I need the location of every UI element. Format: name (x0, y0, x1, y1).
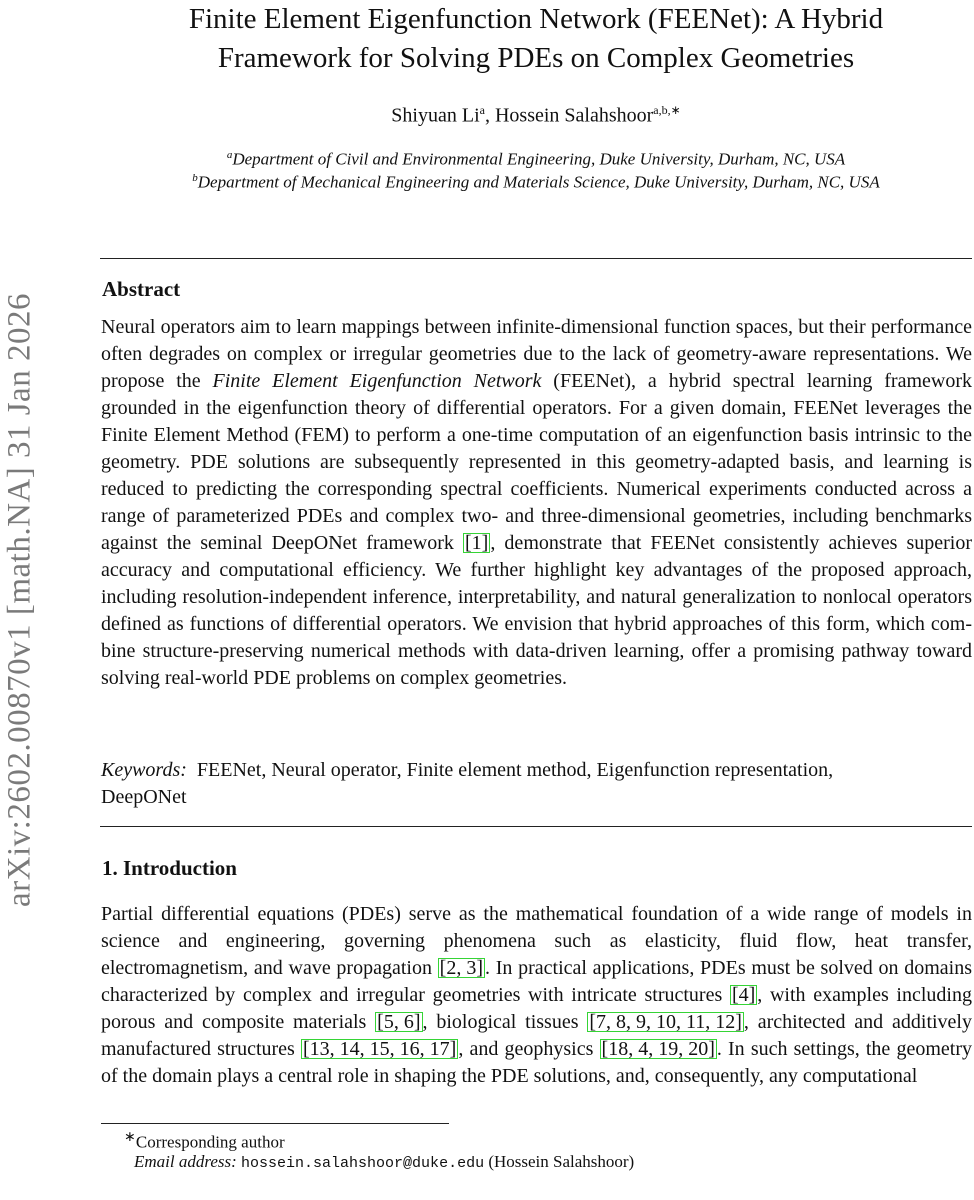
keywords-block (101, 757, 861, 811)
intro-text-4: , biological tissues (422, 1011, 588, 1033)
intro-text-7: . In such settings, the geometry of the domain plays a central role in shaping the PDE solutions, and, consequently, any computational (101, 1038, 972, 1087)
author-2: Hossein Salahshoor (494, 104, 654, 127)
intro-text-3: , with examples including porous and composite materials (101, 984, 972, 1033)
citation-link[interactable]: [13, 14, 15, 16, 17] (303, 1038, 457, 1060)
email-label: Email address: (134, 1152, 237, 1171)
author-2-affil: a,b,∗ (653, 103, 681, 117)
arxiv-sidebar (0, 0, 40, 1200)
introduction-paragraph (101, 901, 972, 1090)
email-owner: (Hossein Salahshoor) (488, 1152, 635, 1171)
affiliation-b (100, 172, 972, 193)
affiliation-b-text: Department of Mechanical Engineering and Materials Science, Duke University, Durham, NC, USA (197, 172, 880, 192)
title-line-2: Framework for Solving PDEs on Complex Geometries (217, 42, 855, 74)
keywords-label: Keywords: (101, 759, 187, 781)
intro-text-2: . In practical applications, PDEs must be solved on domains characterized by complex and irregular geometries with intricate structures (101, 957, 972, 1006)
footnote-rule (101, 1123, 449, 1124)
footnote-mark: ∗ (124, 1129, 136, 1145)
footnote-corresponding (124, 1129, 285, 1153)
abstract-heading: Abstract (102, 277, 181, 301)
citation-link[interactable]: [2, 3] (439, 957, 483, 979)
citation-link[interactable]: [4] (731, 984, 756, 1006)
footnote-corresponding-text: Corresponding author (135, 1132, 285, 1152)
affiliation-b-mark: b (192, 172, 198, 184)
arxiv-identifier: arXiv:2602.00870v1 [math.NA] 31 Jan 2026 (1, 293, 38, 907)
author-separator: , (484, 104, 495, 127)
abstract-top-rule (100, 258, 972, 259)
citation-link[interactable]: [7, 8, 9, 10, 11, 12] (589, 1011, 742, 1033)
paper-title (100, 0, 972, 78)
author-list (100, 103, 972, 128)
abstract-emphasis: Finite Element Eigenfunction Network (212, 370, 542, 392)
title-line-1: Finite Element Eigenfunction Network (FEENet): A Hybrid (188, 3, 884, 35)
author-1-affil: a (479, 103, 485, 117)
affiliation-a (100, 149, 972, 170)
footnote-email (134, 1152, 634, 1172)
affiliation-a-mark: a (226, 149, 233, 161)
intro-text-5: , architected and additively manufactured structures (101, 1011, 972, 1060)
abstract-text-3: , demonstrate that FEENet consistently achieves superior accuracy and computational efficiency. We further highlight key advantages of the proposed approach, including resolution-independent inference, interpretability, and natural generalization to nonlocal operators defined as functions of differential operators. We envision that hybrid approaches of this form, which combine structure-preserving numerical methods with data-driven learning, offer a promising pathway toward solving real-world PDE problems on complex geometries. (101, 532, 972, 689)
abstract-text-2: (FEENet), a hybrid spectral learning framework grounded in the eigenfunction theory of differential operators. For a given domain, FEENet leverages the Finite Element Method (FEM) to perform a one-time computation of an eigenfunction basis intrinsic to the geometry. PDE solutions are subsequently represented in this geometry-adapted basis, and learning is reduced to predicting the corresponding spectral coefficients. Numerical experiments conducted across a range of parameterized PDEs and complex two- and three-dimensional geometries, including benchmarks against the seminal DeepONet framework (101, 370, 972, 554)
citation-link[interactable]: [5, 6] (377, 1011, 421, 1033)
author-1: Shiyuan Li (391, 104, 480, 127)
intro-text-1: Partial differential equations (PDEs) serve as the mathematical foundation of a wide range of models in science and engineering, governing phenomena such as elasticity, fluid flow, heat transfer, electromagnetism, and wave propagation (101, 903, 972, 979)
intro-text-6: , and geophysics (458, 1038, 600, 1060)
email-link[interactable]: hossein.salahshoor@duke.edu (241, 1155, 485, 1172)
keywords-text: FEENet, Neural operator, Finite element method, Eigenfunction representation, DeepONet (101, 759, 834, 808)
abstract-text-1: Neural operators aim to learn mappings between infinite-dimensional function spaces, but their performance often degrades on complex or irregular geometries due to the lack of geometry-aware representations. We propose the (101, 316, 972, 392)
citation-link[interactable]: [18, 4, 19, 20] (601, 1038, 715, 1060)
section-heading-introduction: 1. Introduction (102, 856, 237, 880)
affiliation-a-text: Department of Civil and Environmental Engineering, Duke University, Durham, NC, USA (232, 149, 846, 169)
citation-link[interactable]: [1] (465, 532, 489, 554)
abstract-body (101, 314, 972, 692)
abstract-bottom-rule (100, 826, 972, 827)
